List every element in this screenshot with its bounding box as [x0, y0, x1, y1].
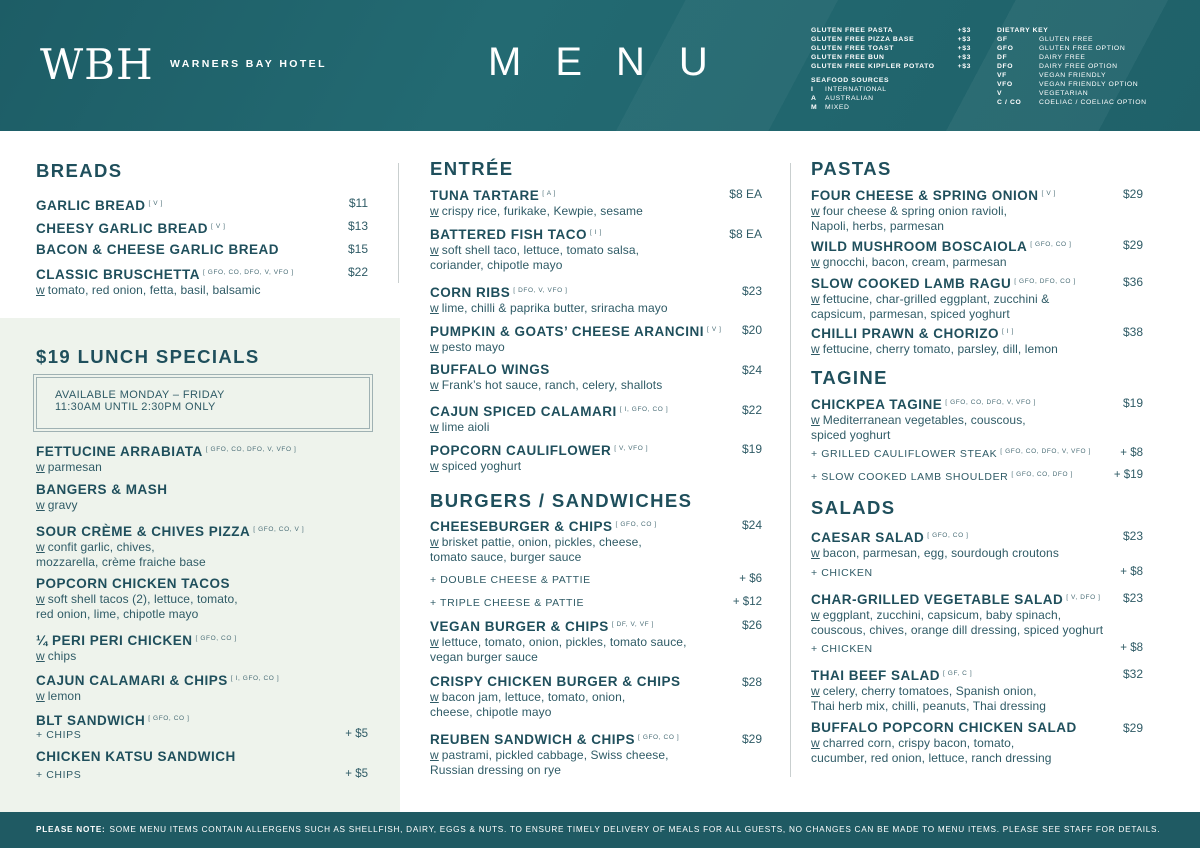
menu-item: [430, 729, 679, 778]
menu-item: [811, 273, 1076, 322]
menu-item: [430, 185, 643, 219]
with-marker: w: [36, 592, 45, 606]
dietary-tag: [ GFO, CO, DFO, V, VFO ]: [1000, 448, 1092, 455]
item-description: soft shell tacos (2), lettuce, tomato,: [47, 592, 238, 606]
item-description: couscous, chives, orange dill dressing, spiced yoghurt: [811, 623, 1104, 637]
item-description: fettucine, char-grilled eggplant, zucchini &: [822, 292, 1050, 306]
pastas-heading: PASTAS: [811, 158, 892, 179]
item-price: $24: [741, 518, 762, 532]
with-marker: w: [430, 535, 439, 549]
dietary-tag: [ GFO, DFO, CO ]: [1014, 278, 1076, 285]
item-name: THAI BEEF SALAD: [811, 668, 940, 683]
dietary-tag: [ V ]: [707, 326, 722, 333]
item-name: FETTUCINE ARRABIATA: [36, 444, 203, 459]
wbh-logo: WBH: [40, 40, 154, 89]
menu-item: [811, 589, 1103, 638]
with-marker: w: [430, 690, 439, 704]
item-description: pesto mayo: [441, 340, 505, 354]
seafood-value: INTERNATIONAL: [825, 86, 887, 93]
menu-item: [36, 441, 296, 475]
item-name: FOUR CHEESE & SPRING ONION: [811, 188, 1039, 203]
item-name: BLT SANDWICH: [36, 713, 146, 728]
with-marker: w: [811, 546, 820, 560]
item-description: fettucine, cherry tomato, parsley, dill, lemon: [822, 342, 1058, 356]
with-marker: w: [811, 204, 820, 218]
item-name: SLOW COOKED LAMB RAGU: [811, 276, 1012, 291]
dietary-code: GFO: [997, 45, 1014, 52]
item-description: soft shell taco, lettuce, tomato salsa,: [441, 243, 640, 257]
item-description: charred corn, crispy bacon, tomato,: [822, 736, 1015, 750]
item-name: POPCORN CAULIFLOWER: [430, 443, 612, 458]
with-marker: w: [430, 420, 439, 434]
menu-item: [811, 665, 1046, 714]
menu-item: [36, 710, 190, 729]
item-description: lime, chilli & paprika butter, sriracha mayo: [441, 301, 668, 315]
with-marker: w: [430, 204, 439, 218]
addon-text: + GRILLED CAULIFLOWER STEAK: [811, 448, 998, 460]
item-price: $19: [741, 442, 762, 456]
item-price: $38: [1122, 325, 1143, 339]
notice-text: SOME MENU ITEMS CONTAIN ALLERGENS SUCH AS SHELLFISH, DAIRY, EGGS & NUTS. TO ENSURE TIMELY DELIVERY OF MEALS FOR ALL GUESTS, NO CHANGES CAN BE MADE TO MENU ITEMS. PLEASE SEE STAFF FOR DETAILS.: [109, 825, 1161, 834]
dietary-tag: [ GFO, CO, DFO, V, VFO ]: [205, 446, 297, 453]
item-name: CRISPY CHICKEN BURGER & CHIPS: [430, 674, 681, 689]
dietary-tag: [ V ]: [211, 223, 226, 230]
dietary-meaning: DAIRY FREE: [1039, 54, 1086, 61]
with-marker: w: [430, 243, 439, 257]
item-description: brisket pattie, onion, pickles, cheese,: [441, 535, 642, 549]
item-price: $22: [347, 265, 368, 279]
menu-item: [811, 185, 1056, 234]
seafood-heading: SEAFOOD SOURCES: [811, 77, 890, 84]
menu-item: [36, 630, 237, 664]
availability-hours: 11:30AM UNTIL 2:30PM ONLY: [55, 401, 216, 413]
dietary-meaning: VEGETARIAN: [1039, 90, 1089, 97]
item-description: bacon, parmesan, egg, sourdough croutons: [822, 546, 1059, 560]
dietary-meaning: GLUTEN FREE OPTION: [1039, 45, 1126, 52]
with-marker: w: [430, 340, 439, 354]
gf-price: +$3: [957, 54, 971, 61]
addon-price: + $12: [732, 596, 762, 608]
gf-price: +$3: [957, 63, 971, 70]
item-price: $29: [1122, 187, 1143, 201]
item-price: $32: [1122, 667, 1143, 681]
dietary-tag: [ GFO, CO, DFO ]: [1011, 471, 1073, 478]
menu-item: [430, 440, 648, 474]
dietary-meaning: GLUTEN FREE: [1039, 36, 1094, 43]
with-marker: w: [811, 736, 820, 750]
item-description: four cheese & spring onion ravioli,: [822, 204, 1008, 218]
item-description: coriander, chipotle mayo: [430, 258, 563, 272]
notice-label: PLEASE NOTE:: [36, 825, 106, 834]
item-price: $29: [1122, 721, 1143, 735]
menu-item: [430, 224, 639, 273]
with-marker: w: [811, 342, 820, 356]
addon-price: + $5: [345, 728, 368, 740]
with-marker: w: [430, 748, 439, 762]
availability-notice: [36, 377, 370, 429]
item-price: $8 EA: [729, 187, 762, 201]
item-description: mozzarella, crème fraiche base: [36, 555, 206, 569]
dietary-tag: [ V ]: [1041, 190, 1057, 197]
with-marker: w: [36, 498, 45, 512]
with-marker: w: [36, 540, 45, 554]
dietary-tag: [ A ]: [542, 190, 557, 197]
item-name: CHICKEN KATSU SANDWICH: [36, 749, 236, 764]
addon-label: + CHIPS: [36, 769, 82, 781]
column-divider: [398, 163, 399, 283]
menu-item: [430, 516, 657, 565]
menu-header: [0, 0, 1200, 131]
item-name: CAJUN SPICED CALAMARI: [430, 404, 617, 419]
dietary-tag: [ DF, V, VF ]: [611, 621, 655, 628]
item-price: $13: [347, 219, 368, 233]
item-description: spiced yoghurt: [811, 428, 891, 442]
menu-item: [430, 673, 681, 720]
item-description: lemon: [47, 689, 81, 703]
item-description: parmesan: [47, 460, 102, 474]
gf-label: GLUTEN FREE PASTA: [811, 27, 894, 34]
with-marker: w: [811, 292, 820, 306]
menu-item: [811, 527, 1059, 561]
item-name: CORN RIBS: [430, 285, 511, 300]
gf-label: GLUTEN FREE BUN: [811, 54, 885, 61]
with-marker: w: [36, 460, 45, 474]
addon-label: + TRIPLE CHEESE & PATTIE: [430, 597, 585, 609]
seafood-value: AUSTRALIAN: [825, 95, 874, 102]
seafood-value: MIXED: [825, 104, 850, 111]
addon-price: + $5: [345, 768, 368, 780]
menu-item: [36, 481, 168, 513]
menu-item: [36, 218, 226, 237]
item-price: $11: [348, 196, 368, 210]
dietary-key: [997, 26, 1177, 107]
dietary-meaning: VEGAN FRIENDLY: [1039, 72, 1107, 79]
item-description: Russian dressing on rye: [430, 763, 562, 777]
dietary-tag: [ I, GFO, CO ]: [619, 406, 669, 413]
dietary-meaning: DAIRY FREE OPTION: [1039, 63, 1118, 70]
with-marker: w: [811, 255, 820, 269]
item-name: SOUR CRÈME & CHIVES PIZZA: [36, 524, 251, 539]
menu-item: [36, 748, 236, 765]
dietary-meaning: COELIAC / COELIAC OPTION: [1039, 99, 1147, 106]
with-marker: w: [430, 378, 439, 392]
item-description: gnocchi, bacon, cream, parmesan: [822, 255, 1007, 269]
dietary-tag: [ I ]: [590, 229, 603, 236]
addon-price: + $8: [1120, 566, 1143, 578]
dietary-code: GF: [997, 36, 1008, 43]
with-marker: w: [36, 649, 45, 663]
with-marker: w: [36, 283, 45, 297]
with-marker: w: [811, 413, 820, 427]
lunch-specials-heading: $19 LUNCH SPECIALS: [36, 346, 260, 367]
item-name: CLASSIC BRUSCHETTA: [36, 267, 200, 282]
breads-heading: BREADS: [36, 160, 123, 181]
item-name: BUFFALO WINGS: [430, 362, 550, 377]
item-name: BACON & CHEESE GARLIC BREAD: [36, 242, 280, 257]
item-price: $36: [1122, 275, 1143, 289]
item-description: lime aioli: [441, 420, 490, 434]
item-name: CHILLI PRAWN & CHORIZO: [811, 326, 999, 341]
item-price: $22: [741, 403, 762, 417]
item-description: pastrami, pickled cabbage, Swiss cheese,: [441, 748, 669, 762]
dietary-code: DF: [997, 54, 1008, 61]
item-name: TUNA TARTARE: [430, 188, 540, 203]
addon-price: + $8: [1120, 642, 1143, 654]
menu-item: [430, 321, 722, 355]
item-price: $15: [347, 242, 368, 256]
item-description: vegan burger sauce: [430, 650, 538, 664]
menu-item: [430, 616, 687, 665]
salads-heading: SALADS: [811, 497, 896, 518]
dietary-meaning: VEGAN FRIENDLY OPTION: [1039, 81, 1139, 88]
column-divider: [790, 163, 791, 777]
item-price: $26: [741, 618, 762, 632]
item-name: WILD MUSHROOM BOSCAIOLA: [811, 239, 1028, 254]
item-name: VEGAN BURGER & CHIPS: [430, 619, 609, 634]
dietary-tag: [ DFO, V, VFO ]: [513, 287, 568, 294]
dietary-tag: [ V ]: [148, 200, 164, 207]
dietary-tag: [ I ]: [1002, 328, 1015, 335]
item-price: $23: [1122, 529, 1143, 543]
dietary-tag: [ GFO, CO ]: [195, 635, 237, 642]
item-description: red onion, lime, chipotle mayo: [36, 607, 199, 621]
menu-item: [430, 361, 662, 393]
dietary-heading: DIETARY KEY: [997, 27, 1049, 34]
dietary-tag: [ GFO, CO, DFO, V, VFO ]: [203, 269, 294, 276]
item-name: POPCORN CHICKEN TACOS: [36, 576, 231, 591]
page-title: MENU: [488, 40, 742, 84]
item-description: Mediterranean vegetables, couscous,: [822, 413, 1026, 427]
with-marker: w: [36, 689, 45, 703]
item-name: GARLIC BREAD: [36, 198, 146, 213]
dietary-tag: [ GFO, CO, DFO, V, VFO ]: [945, 399, 1036, 406]
item-description: Napoli, herbs, parmesan: [811, 219, 945, 233]
item-description: tomato, red onion, fetta, basil, balsamic: [47, 283, 261, 297]
item-price: $29: [1122, 238, 1143, 252]
menu-item: [811, 394, 1036, 443]
gf-price: +$3: [957, 45, 971, 52]
item-name: BANGERS & MASH: [36, 482, 168, 497]
dietary-tag: [ GFO, CO ]: [148, 715, 190, 722]
menu-item: [36, 195, 163, 214]
item-price: $8 EA: [729, 227, 762, 241]
item-name: CHAR-GRILLED VEGETABLE SALAD: [811, 592, 1064, 607]
addon-label: + CHICKEN: [811, 567, 873, 579]
item-description: capsicum, parmesan, spiced yoghurt: [811, 307, 1010, 321]
item-description: celery, cherry tomatoes, Spanish onion,: [822, 684, 1037, 698]
dietary-code: V: [997, 90, 1003, 97]
item-description: crispy rice, furikake, Kewpie, sesame: [441, 204, 643, 218]
item-name: CHICKPEA TAGINE: [811, 397, 943, 412]
item-description: cucumber, red onion, lettuce, ranch dressing: [811, 751, 1052, 765]
addon-text: + SLOW COOKED LAMB SHOULDER: [811, 471, 1009, 483]
gf-label: GLUTEN FREE TOAST: [811, 45, 894, 52]
addon-label: + CHICKEN: [811, 643, 873, 655]
gf-label: GLUTEN FREE PIZZA BASE: [811, 36, 915, 43]
seafood-sources: [811, 76, 971, 112]
item-name: CHEESY GARLIC BREAD: [36, 221, 209, 236]
item-description: cheese, chipotle mayo: [430, 705, 552, 719]
item-name: PUMPKIN & GOATS’ CHEESE ARANCINI: [430, 324, 705, 339]
item-description: tomato sauce, burger sauce: [430, 550, 582, 564]
item-name: REUBEN SANDWICH & CHIPS: [430, 732, 636, 747]
with-marker: w: [811, 684, 820, 698]
gf-price: +$3: [957, 36, 971, 43]
seafood-key: M: [811, 104, 818, 111]
dietary-tag: [ GFO, CO ]: [615, 521, 657, 528]
menu-item: [430, 401, 668, 435]
menu-item: [36, 521, 304, 570]
item-description: spiced yoghurt: [441, 459, 522, 473]
item-description: chips: [47, 649, 77, 663]
item-name: BUFFALO POPCORN CHICKEN SALAD: [811, 720, 1077, 735]
allergen-notice: [0, 812, 1200, 848]
gf-price: +$3: [957, 27, 971, 34]
gf-label: GLUTEN FREE KIPFLER POTATO: [811, 63, 935, 70]
item-name: CAJUN CALAMARI & CHIPS: [36, 673, 228, 688]
with-marker: w: [430, 301, 439, 315]
menu-item: [811, 323, 1058, 357]
dietary-code: VFO: [997, 81, 1013, 88]
item-description: eggplant, zucchini, capsicum, baby spinach,: [822, 608, 1062, 622]
dietary-tag: [ V, DFO ]: [1066, 594, 1101, 601]
dietary-tag: [ GFO, CO, V ]: [253, 526, 305, 533]
item-name: BATTERED FISH TACO: [430, 227, 587, 242]
menu-item: [36, 241, 279, 258]
item-description: Frank’s hot sauce, ranch, celery, shallots: [441, 378, 663, 392]
item-description: confit garlic, chives,: [47, 540, 155, 554]
dietary-code: C / CO: [997, 99, 1022, 106]
item-price: $19: [1122, 396, 1143, 410]
item-price: $20: [741, 323, 762, 337]
dietary-tag: [ GFO, CO ]: [927, 532, 969, 539]
seafood-key: A: [811, 95, 817, 102]
entree-heading: ENTRÉE: [430, 158, 514, 179]
gluten-free-options: [811, 26, 971, 71]
item-description: Thai herb mix, chilli, peanuts, Thai dressing: [811, 699, 1047, 713]
menu-item: [430, 282, 668, 316]
addon-label: [811, 448, 1091, 460]
with-marker: w: [430, 635, 439, 649]
addon-price: + $6: [739, 573, 762, 585]
item-price: $23: [1122, 591, 1143, 605]
item-price: $28: [741, 675, 762, 689]
item-price: $24: [741, 363, 762, 377]
dietary-tag: [ GFO, CO ]: [1030, 241, 1072, 248]
tagine-heading: TAGINE: [811, 367, 888, 388]
availability-days: AVAILABLE MONDAY – FRIDAY: [55, 389, 225, 401]
item-price: $29: [741, 732, 762, 746]
dietary-tag: [ V, VFO ]: [614, 445, 649, 452]
hotel-name: WARNERS BAY HOTEL: [170, 58, 327, 70]
menu-item: [36, 670, 279, 704]
item-name: ¼ PERI PERI CHICKEN: [36, 633, 193, 648]
dietary-code: DFO: [997, 63, 1014, 70]
dietary-tag: [ GF, C ]: [943, 670, 973, 677]
addon-label: + CHIPS: [36, 729, 82, 741]
with-marker: w: [811, 608, 820, 622]
addon-price: + $8: [1120, 447, 1143, 459]
item-description: lettuce, tomato, onion, pickles, tomato sauce,: [441, 635, 687, 649]
dietary-tag: [ GFO, CO ]: [638, 734, 680, 741]
with-marker: w: [430, 459, 439, 473]
item-price: $23: [741, 284, 762, 298]
menu-item: [811, 719, 1077, 766]
menu-item: [36, 575, 238, 622]
addon-price: + $19: [1113, 469, 1143, 481]
item-name: CAESAR SALAD: [811, 530, 925, 545]
addon-label: [811, 471, 1073, 483]
burgers-heading: BURGERS / SANDWICHES: [430, 490, 693, 511]
dietary-code: VF: [997, 72, 1007, 79]
item-description: gravy: [47, 498, 78, 512]
item-name: CHEESEBURGER & CHIPS: [430, 519, 613, 534]
menu-item: [36, 264, 294, 298]
addon-label: + DOUBLE CHEESE & PATTIE: [430, 574, 591, 586]
menu-item: [811, 236, 1072, 270]
item-description: bacon jam, lettuce, tomato, onion,: [441, 690, 626, 704]
seafood-key: I: [811, 86, 814, 93]
dietary-tag: [ I, GFO, CO ]: [230, 675, 280, 682]
